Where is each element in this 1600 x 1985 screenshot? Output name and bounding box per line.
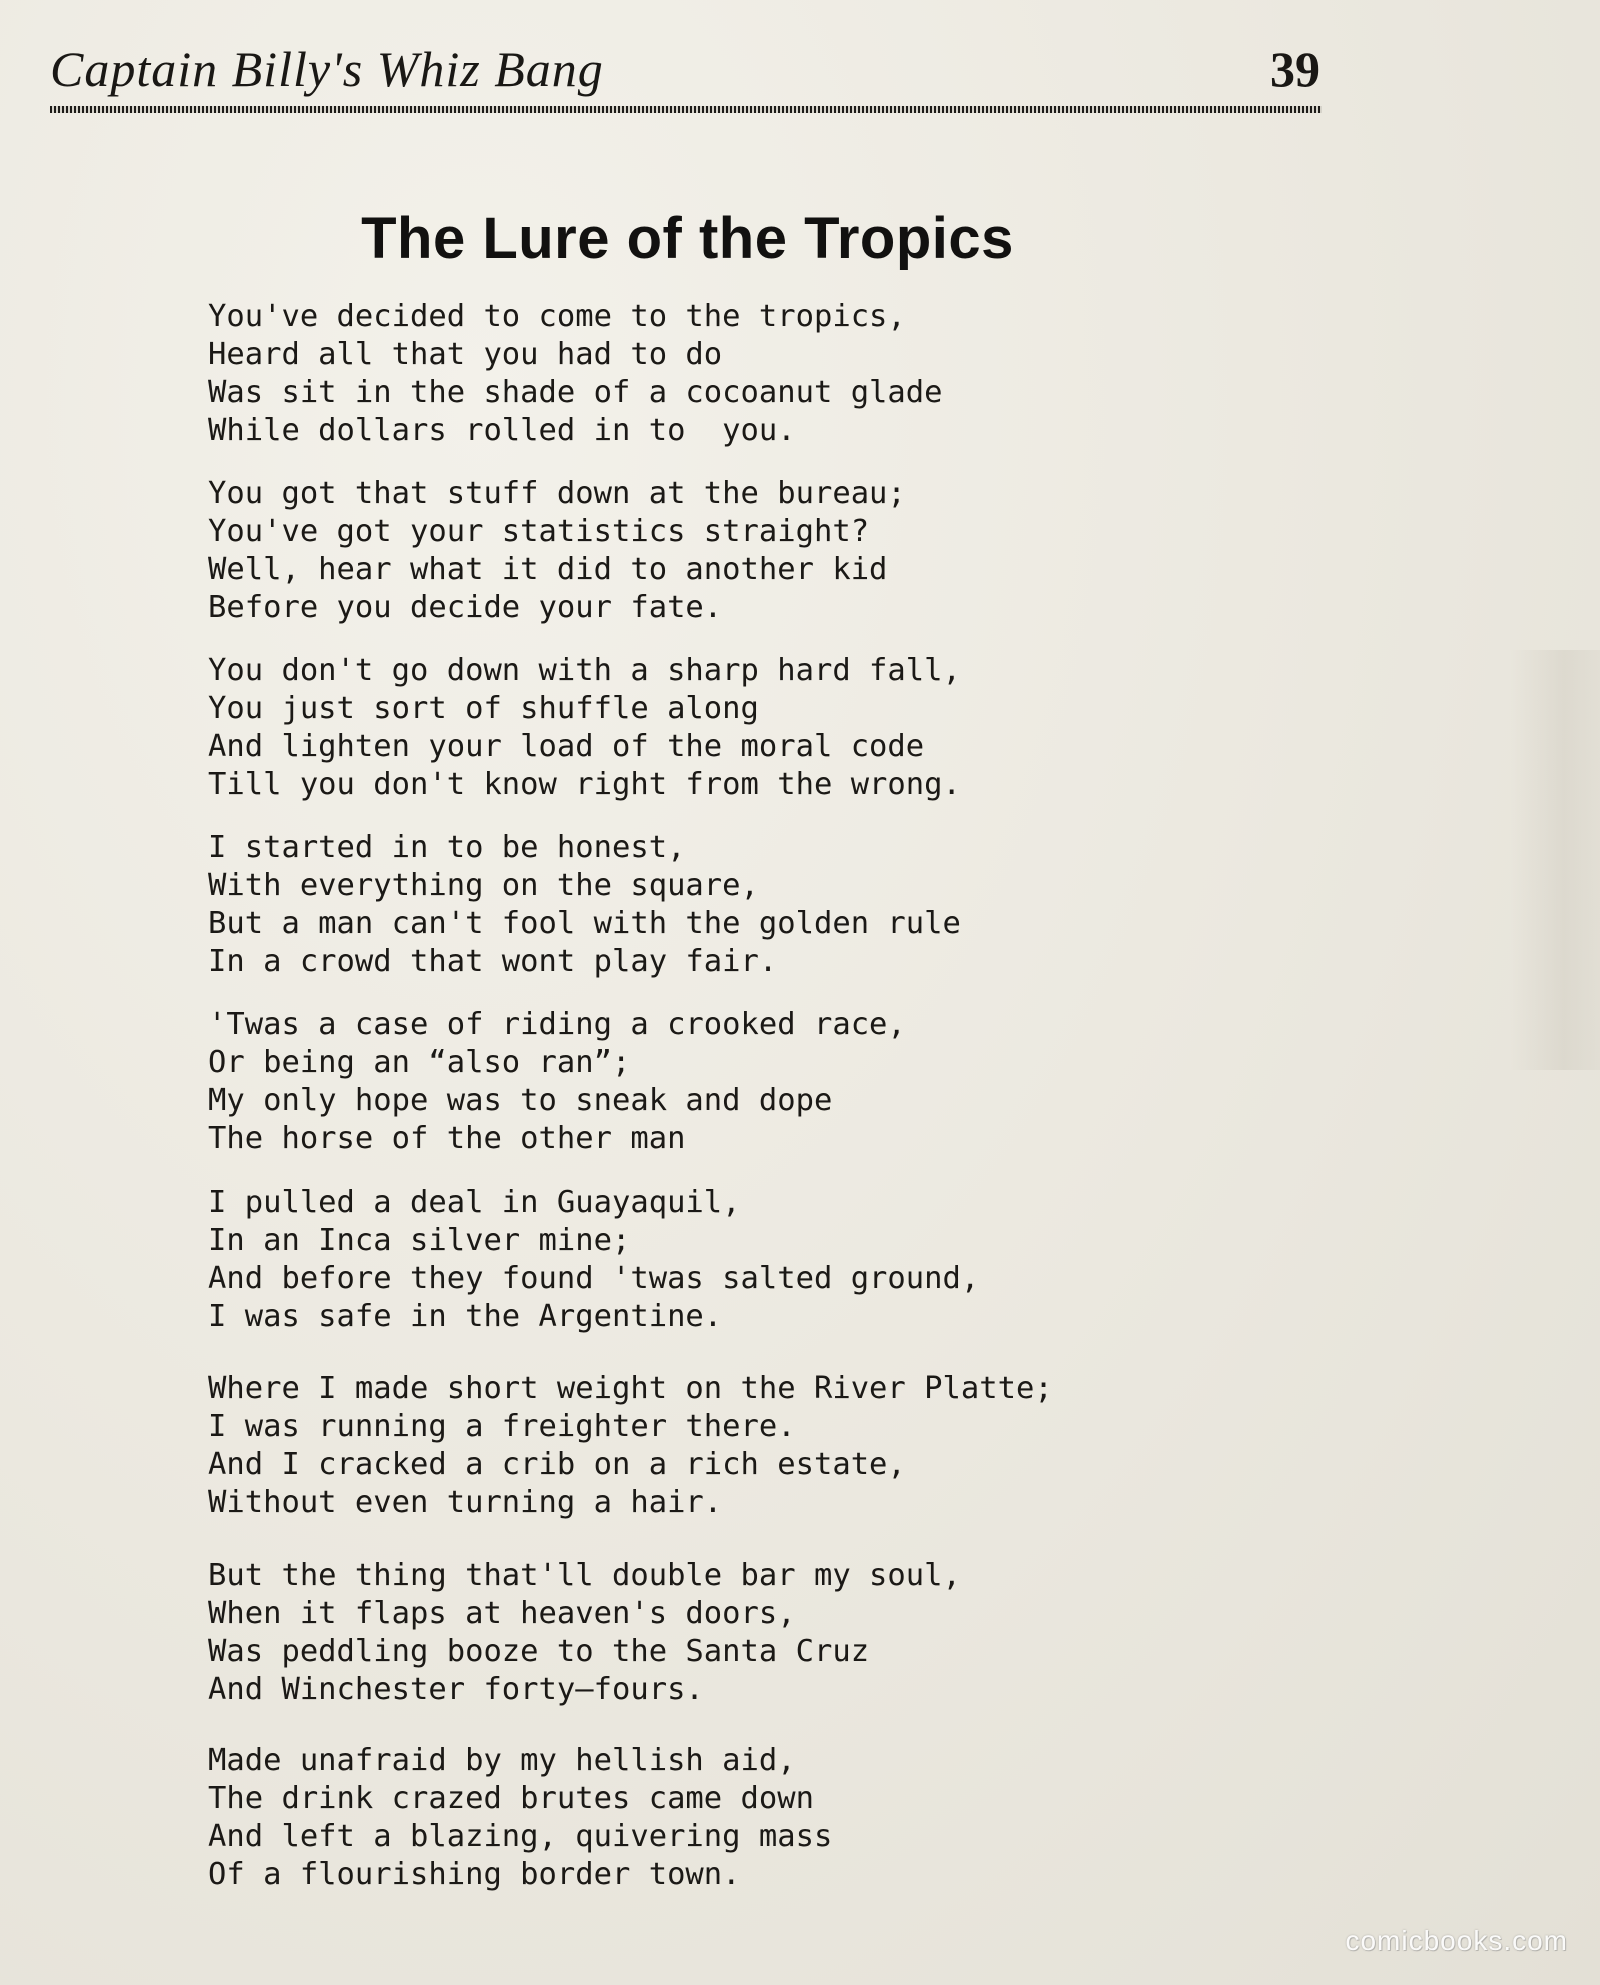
poem-line: Of a flourishing border town. (208, 1857, 741, 1892)
poem-line: In an Inca silver mine; (208, 1223, 631, 1258)
poem-line: In a crowd that wont play fair. (208, 944, 778, 979)
poem-line: And Winchester forty–fours. (208, 1672, 704, 1707)
poem-line: Made unafraid by my hellish aid, (208, 1743, 796, 1778)
poem-line: Well, hear what it did to another kid (208, 552, 888, 587)
poem-line: When it flaps at heaven's doors, (208, 1596, 796, 1631)
poem-line: You got that stuff down at the bureau; (208, 476, 906, 511)
poem-line: But the thing that'll double bar my soul, (208, 1558, 961, 1593)
stanza-5 (208, 1006, 1208, 1158)
poem-line: Till you don't know right from the wrong. (208, 767, 961, 802)
poem-line: The horse of the other man (208, 1121, 686, 1156)
poem-line: You've decided to come to the tropics, (208, 299, 906, 334)
poem-line: Heard all that you had to do (208, 337, 723, 372)
poem-line: I was running a freighter there. (208, 1409, 796, 1444)
poem-line: Was peddling booze to the Santa Cruz (208, 1634, 870, 1669)
poem-line: With everything on the square, (208, 868, 759, 903)
poem-line: You don't go down with a sharp hard fall, (208, 653, 961, 688)
poem-line: 'Twas a case of riding a crooked race, (208, 1007, 906, 1042)
poem-line: And before they found 'twas salted ground, (208, 1261, 980, 1296)
stanza-3 (208, 652, 1208, 804)
stanza-8 (208, 1557, 1208, 1709)
poem-line: But a man can't fool with the golden rule (208, 906, 961, 941)
stanza-4 (208, 829, 1208, 981)
poem-line: And left a blazing, quivering mass (208, 1819, 833, 1854)
poem-line: While dollars rolled in to you. (208, 413, 796, 448)
stanza-2 (208, 475, 1208, 627)
stanza-1 (208, 298, 1208, 450)
header-rule (50, 106, 1322, 113)
poem-line: Before you decide your fate. (208, 590, 723, 625)
stanza-6 (208, 1184, 1208, 1336)
poem-line: Without even turning a hair. (208, 1485, 723, 1520)
paper-crease (1510, 650, 1600, 1070)
poem-line: My only hope was to sneak and dope (208, 1083, 833, 1118)
source-watermark: comicbooks.com (1345, 1925, 1568, 1956)
poem-line: You've got your statistics straight? (208, 514, 870, 549)
page-number: 39 (1270, 41, 1320, 97)
poem-line: I started in to be honest, (208, 830, 686, 865)
stanza-7 (208, 1370, 1208, 1522)
poem-line: And I cracked a crib on a rich estate, (208, 1447, 906, 1482)
poem-line: Where I made short weight on the River Platte; (208, 1371, 1053, 1406)
magazine-title: Captain Billy's Whiz Bang (50, 41, 604, 97)
poem-line: You just sort of shuffle along (208, 691, 759, 726)
poem-line: And lighten your load of the moral code (208, 729, 925, 764)
poem-line: I was safe in the Argentine. (208, 1299, 723, 1334)
poem-line: Was sit in the shade of a cocoanut glade (208, 375, 943, 410)
poem-line: I pulled a deal in Guayaquil, (208, 1185, 741, 1220)
poem-title: The Lure of the Tropics (361, 206, 1014, 271)
poem-line: The drink crazed brutes came down (208, 1781, 814, 1816)
poem-line: Or being an “also ran”; (208, 1045, 631, 1080)
stanza-9 (208, 1742, 1208, 1894)
page-header (50, 40, 1320, 110)
